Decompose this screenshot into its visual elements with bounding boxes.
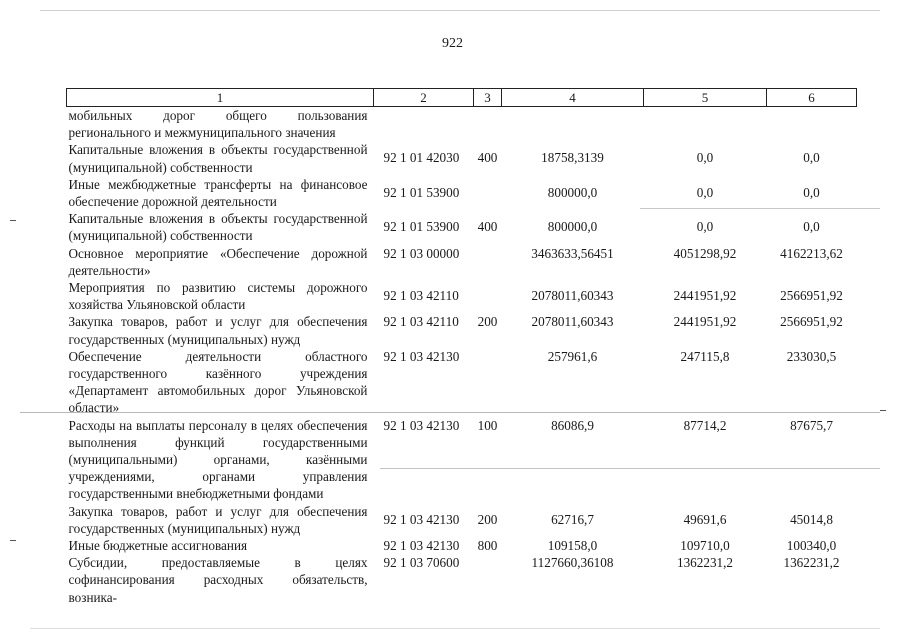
table-row xyxy=(67,417,857,503)
row-col4: 62716,7 xyxy=(551,511,594,527)
row-col4: 18758,3139 xyxy=(541,150,604,166)
scan-artifact-mark xyxy=(880,410,886,411)
row-kvr xyxy=(474,279,502,313)
row-kvr: 800 xyxy=(477,538,498,554)
row-code xyxy=(374,107,474,142)
row-code: 92 1 03 42130 xyxy=(383,511,460,527)
row-name: Капитальные вложения в объекты государственной (муниципальной) собственности xyxy=(68,142,368,175)
scan-artifact-line xyxy=(40,10,880,11)
row-col5: 0,0 xyxy=(696,150,714,166)
row-col4: 2078011,60343 xyxy=(531,314,614,330)
scan-artifact-mark xyxy=(10,540,16,541)
header-cell: 1 xyxy=(67,89,374,107)
row-name: Основное мероприятие «Обеспечение дорожной деятельности» xyxy=(68,245,368,278)
row-name: Закупка товаров, работ и услуг для обеспечения государственных (муниципальных) нужд xyxy=(68,314,368,347)
scan-artifact-mark xyxy=(10,220,16,221)
row-col6: 4162213,62 xyxy=(780,245,843,261)
row-col5 xyxy=(644,107,767,142)
row-col4: 800000,0 xyxy=(547,184,598,200)
row-kvr: 100 xyxy=(477,417,498,433)
row-kvr xyxy=(474,554,502,606)
row-code: 92 1 03 00000 xyxy=(383,245,460,261)
row-col6: 233030,5 xyxy=(786,348,837,364)
row-col4: 800000,0 xyxy=(547,219,598,235)
row-col6: 100340,0 xyxy=(786,538,837,554)
row-kvr: 200 xyxy=(477,314,498,330)
row-name: Расходы на выплаты персоналу в целях обеспечения выполнения функций государственными (муниципальными) органами, казёнными учреждениями, органами управления государственными внебюджетными фондами xyxy=(68,417,368,502)
row-name: Закупка товаров, работ и услуг для обеспечения государственных (муниципальных) нужд xyxy=(68,503,368,536)
row-code: 92 1 03 42130 xyxy=(383,417,460,433)
table-row xyxy=(67,554,857,606)
table-row xyxy=(67,537,857,554)
row-col6: 0,0 xyxy=(803,219,820,235)
row-name: Мероприятия по развитию системы дорожного хозяйства Ульяновской области xyxy=(68,280,368,313)
row-col4: 109158,0 xyxy=(547,538,598,554)
row-col4: 2078011,60343 xyxy=(531,288,614,304)
row-kvr xyxy=(474,348,502,417)
row-name: мобильных дорог общего пользования регионального и межмуниципального значения xyxy=(68,108,368,141)
row-kvr xyxy=(474,176,502,210)
row-col5: 49691,6 xyxy=(683,511,727,527)
row-name: Обеспечение деятельности областного государственного казённого учреждения «Департамент автомобильных дорог Ульяновской области» xyxy=(68,348,368,416)
row-col4 xyxy=(502,107,644,142)
row-code: 92 1 03 42130 xyxy=(383,348,460,364)
row-name: Субсидии, предоставляемые в целях софинансирования расходных обязательств, возника- xyxy=(68,555,368,605)
row-code: 92 1 03 42110 xyxy=(383,314,459,330)
header-row xyxy=(67,89,857,107)
row-col6: 1362231,2 xyxy=(783,555,840,571)
table-row xyxy=(67,176,857,210)
row-name: Иные бюджетные ассигнования xyxy=(68,538,248,554)
row-code: 92 1 01 42030 xyxy=(383,150,460,166)
table-row xyxy=(67,348,857,417)
row-col5: 4051298,92 xyxy=(673,245,737,261)
row-name: Иные межбюджетные трансферты на финансовое обеспечение дорожной деятельности xyxy=(68,176,368,210)
row-col5: 0,0 xyxy=(696,184,714,200)
table-row xyxy=(67,313,857,347)
row-kvr xyxy=(474,107,502,142)
row-col6 xyxy=(767,107,857,142)
row-col4: 3463633,56451 xyxy=(531,245,614,261)
table-row xyxy=(67,107,857,142)
scan-artifact-line xyxy=(30,628,880,629)
row-kvr xyxy=(474,245,502,279)
row-col5: 247115,8 xyxy=(680,348,730,364)
row-col5: 87714,2 xyxy=(683,417,727,433)
row-col5: 2441951,92 xyxy=(673,314,737,330)
header-cell: 4 xyxy=(502,89,644,107)
row-code: 92 1 01 53900 xyxy=(383,184,460,200)
row-col4: 257961,6 xyxy=(547,348,598,364)
row-col6: 45014,8 xyxy=(790,511,833,527)
row-kvr: 400 xyxy=(477,150,498,166)
row-kvr: 200 xyxy=(477,511,498,527)
row-col4: 86086,9 xyxy=(551,417,594,433)
row-col6: 87675,7 xyxy=(790,417,833,433)
table-row xyxy=(67,279,857,313)
row-code: 92 1 03 42130 xyxy=(383,538,460,554)
budget-table xyxy=(66,88,856,606)
table-row xyxy=(67,210,857,244)
row-col6: 0,0 xyxy=(803,150,820,166)
row-col6: 2566951,92 xyxy=(780,288,843,304)
row-code: 92 1 01 53900 xyxy=(383,219,460,235)
header-cell: 2 xyxy=(374,89,474,107)
row-code: 92 1 03 70600 xyxy=(383,555,460,571)
row-col4: 1127660,36108 xyxy=(531,555,614,571)
header-cell: 3 xyxy=(474,89,502,107)
row-name: Капитальные вложения в объекты государственной (муниципальной) собственности xyxy=(68,211,368,244)
row-col6: 2566951,92 xyxy=(780,314,843,330)
row-col5: 2441951,92 xyxy=(673,288,737,304)
table-row xyxy=(67,245,857,279)
header-cell: 5 xyxy=(644,89,767,107)
table-row xyxy=(67,141,857,175)
row-code: 92 1 03 42110 xyxy=(383,288,459,304)
row-col6: 0,0 xyxy=(803,184,820,200)
page-number: 922 xyxy=(442,36,463,51)
row-col5: 1362231,2 xyxy=(676,555,734,571)
header-cell: 6 xyxy=(767,89,857,107)
row-col5: 109710,0 xyxy=(680,538,730,554)
table-row xyxy=(67,503,857,537)
row-kvr: 400 xyxy=(477,219,498,235)
row-col5: 0,0 xyxy=(696,219,714,235)
